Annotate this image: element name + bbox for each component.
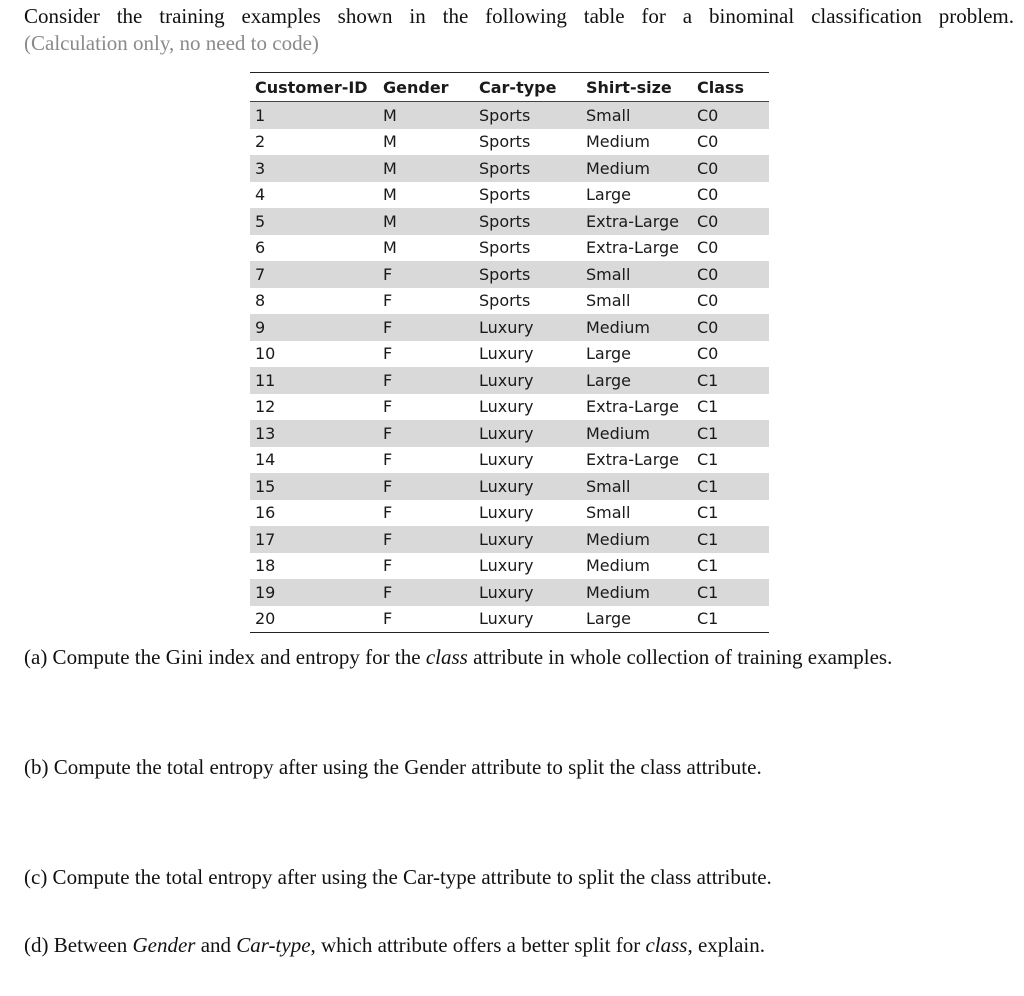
cell-class: C0 bbox=[692, 208, 769, 235]
cell-car-type: Luxury bbox=[474, 526, 581, 553]
table-row bbox=[250, 261, 769, 288]
question-d-part4: , explain. bbox=[687, 933, 766, 957]
question-a bbox=[24, 644, 892, 671]
column-header-car-type: Car-type bbox=[474, 73, 581, 102]
cell-gender: F bbox=[378, 367, 474, 394]
cell-class: C1 bbox=[697, 397, 719, 417]
cell-class: C1 bbox=[692, 526, 769, 553]
cell-shirt-size: Small bbox=[586, 291, 631, 311]
question-d-part2: and bbox=[195, 933, 237, 957]
cell-customer-id: 14 bbox=[255, 450, 276, 470]
cell-shirt-size: Large bbox=[586, 344, 632, 364]
table-row bbox=[250, 155, 769, 182]
cell-class: C0 bbox=[692, 261, 769, 288]
cell-class: C0 bbox=[692, 155, 769, 182]
cell-gender: M bbox=[378, 208, 474, 235]
table-row bbox=[250, 102, 769, 129]
cell-gender: F bbox=[378, 579, 474, 606]
cell-gender: F bbox=[383, 450, 393, 470]
cell-car-type: Luxury bbox=[474, 420, 581, 447]
question-d-emphasis-car-type: Car-type bbox=[236, 933, 311, 957]
cell-car-type: Sports bbox=[479, 132, 531, 152]
cell-class: C1 bbox=[692, 367, 769, 394]
cell-shirt-size: Large bbox=[586, 185, 632, 205]
table-row bbox=[250, 288, 769, 315]
cell-gender: F bbox=[383, 503, 393, 523]
intro-text: Consider the training examples shown in the following table for a binominal classification problem. bbox=[24, 4, 1014, 28]
cell-class: C0 bbox=[697, 185, 719, 205]
cell-customer-id: 7 bbox=[250, 261, 378, 288]
table-row bbox=[250, 235, 769, 262]
question-d bbox=[24, 932, 765, 959]
training-table-container bbox=[250, 72, 769, 633]
cell-class: C0 bbox=[697, 344, 719, 364]
table-row bbox=[250, 420, 769, 447]
cell-shirt-size: Small bbox=[586, 503, 631, 523]
question-c: (c) Compute the total entropy after using the Car-type attribute to split the class attribute. bbox=[24, 865, 772, 889]
question-d-emphasis-class: class bbox=[645, 933, 688, 957]
question-a-emphasis: class bbox=[425, 645, 468, 669]
cell-class: C1 bbox=[697, 450, 719, 470]
cell-shirt-size: Extra-Large bbox=[586, 238, 680, 258]
cell-car-type: Sports bbox=[479, 291, 531, 311]
cell-gender: F bbox=[378, 473, 474, 500]
cell-customer-id: 6 bbox=[255, 238, 266, 258]
cell-customer-id: 11 bbox=[250, 367, 378, 394]
cell-customer-id: 12 bbox=[255, 397, 276, 417]
cell-customer-id: 3 bbox=[250, 155, 378, 182]
table-row bbox=[250, 579, 769, 606]
cell-class: C0 bbox=[697, 291, 719, 311]
cell-car-type: Luxury bbox=[479, 397, 534, 417]
training-examples-table bbox=[250, 72, 769, 633]
cell-car-type: Sports bbox=[479, 238, 531, 258]
cell-gender: F bbox=[383, 397, 393, 417]
cell-car-type: Luxury bbox=[474, 473, 581, 500]
cell-class: C1 bbox=[697, 503, 719, 523]
cell-gender: F bbox=[378, 314, 474, 341]
cell-car-type: Luxury bbox=[474, 367, 581, 394]
cell-gender: F bbox=[383, 556, 393, 576]
column-header-customer-id: Customer-ID bbox=[250, 73, 378, 102]
cell-car-type: Luxury bbox=[479, 344, 534, 364]
cell-gender: F bbox=[383, 291, 393, 311]
question-a-suffix: attribute in whole collection of training examples. bbox=[467, 645, 893, 669]
column-header-shirt-size: Shirt-size bbox=[581, 73, 692, 102]
cell-shirt-size: Small bbox=[581, 473, 692, 500]
cell-car-type: Luxury bbox=[474, 314, 581, 341]
table-row bbox=[250, 553, 769, 580]
cell-class: C0 bbox=[692, 102, 769, 129]
cell-shirt-size: Extra-Large bbox=[586, 450, 680, 470]
cell-customer-id: 4 bbox=[255, 185, 266, 205]
table-row bbox=[250, 447, 769, 474]
cell-customer-id: 17 bbox=[250, 526, 378, 553]
intro-note: (Calculation only, no need to code) bbox=[24, 31, 319, 55]
cell-shirt-size: Large bbox=[586, 609, 632, 629]
cell-customer-id: 18 bbox=[255, 556, 276, 576]
cell-customer-id: 10 bbox=[255, 344, 276, 364]
cell-car-type: Luxury bbox=[479, 609, 534, 629]
table-row bbox=[250, 473, 769, 500]
cell-gender: M bbox=[378, 102, 474, 129]
cell-gender: F bbox=[383, 609, 393, 629]
column-header-class: Class bbox=[692, 73, 769, 102]
cell-shirt-size: Small bbox=[581, 261, 692, 288]
cell-customer-id: 2 bbox=[255, 132, 266, 152]
question-d-part3: , which attribute offers a better split for bbox=[310, 933, 646, 957]
question-d-part1: (d) Between bbox=[24, 933, 133, 957]
cell-shirt-size: Extra-Large bbox=[581, 208, 692, 235]
cell-class: C1 bbox=[697, 556, 719, 576]
table-row bbox=[250, 314, 769, 341]
cell-class: C1 bbox=[692, 473, 769, 500]
cell-customer-id: 5 bbox=[250, 208, 378, 235]
cell-shirt-size: Small bbox=[581, 102, 692, 129]
question-b: (b) Compute the total entropy after using the Gender attribute to split the class attribute. bbox=[24, 755, 762, 779]
cell-customer-id: 8 bbox=[255, 291, 266, 311]
cell-shirt-size: Medium bbox=[581, 526, 692, 553]
cell-shirt-size: Medium bbox=[586, 132, 650, 152]
table-row bbox=[250, 394, 769, 421]
cell-customer-id: 15 bbox=[250, 473, 378, 500]
question-a-prefix: (a) Compute the Gini index and entropy for the bbox=[24, 645, 426, 669]
cell-class: C0 bbox=[692, 314, 769, 341]
cell-gender: M bbox=[383, 185, 397, 205]
cell-car-type: Sports bbox=[474, 155, 581, 182]
table-row bbox=[250, 129, 769, 156]
cell-car-type: Luxury bbox=[474, 579, 581, 606]
cell-customer-id: 13 bbox=[250, 420, 378, 447]
column-header-gender: Gender bbox=[378, 73, 474, 102]
cell-car-type: Sports bbox=[474, 102, 581, 129]
cell-gender: M bbox=[378, 155, 474, 182]
cell-car-type: Sports bbox=[474, 261, 581, 288]
question-d-emphasis-gender: Gender bbox=[132, 933, 196, 957]
cell-class: C0 bbox=[697, 238, 719, 258]
cell-shirt-size: Medium bbox=[581, 155, 692, 182]
table-row bbox=[250, 341, 769, 368]
cell-gender: F bbox=[378, 526, 474, 553]
cell-car-type: Luxury bbox=[479, 450, 534, 470]
cell-shirt-size: Medium bbox=[581, 314, 692, 341]
cell-gender: F bbox=[383, 344, 393, 364]
table-row bbox=[250, 606, 769, 633]
cell-gender: M bbox=[383, 132, 397, 152]
cell-gender: M bbox=[383, 238, 397, 258]
cell-car-type: Sports bbox=[474, 208, 581, 235]
cell-shirt-size: Medium bbox=[581, 579, 692, 606]
cell-class: C0 bbox=[697, 132, 719, 152]
cell-shirt-size: Medium bbox=[581, 420, 692, 447]
cell-shirt-size: Large bbox=[581, 367, 692, 394]
table-header-row bbox=[250, 73, 769, 102]
cell-shirt-size: Medium bbox=[586, 556, 650, 576]
cell-shirt-size: Extra-Large bbox=[586, 397, 680, 417]
table-row bbox=[250, 367, 769, 394]
cell-customer-id: 9 bbox=[250, 314, 378, 341]
cell-customer-id: 1 bbox=[250, 102, 378, 129]
table-body bbox=[250, 102, 769, 633]
cell-car-type: Sports bbox=[479, 185, 531, 205]
cell-gender: F bbox=[378, 261, 474, 288]
cell-class: C1 bbox=[692, 579, 769, 606]
cell-class: C1 bbox=[697, 609, 719, 629]
table-row bbox=[250, 526, 769, 553]
table-row bbox=[250, 182, 769, 209]
table-row bbox=[250, 208, 769, 235]
cell-customer-id: 20 bbox=[255, 609, 276, 629]
cell-class: C1 bbox=[692, 420, 769, 447]
cell-customer-id: 19 bbox=[250, 579, 378, 606]
table-row bbox=[250, 500, 769, 527]
cell-gender: F bbox=[378, 420, 474, 447]
cell-car-type: Luxury bbox=[479, 556, 534, 576]
cell-car-type: Luxury bbox=[479, 503, 534, 523]
cell-customer-id: 16 bbox=[255, 503, 276, 523]
